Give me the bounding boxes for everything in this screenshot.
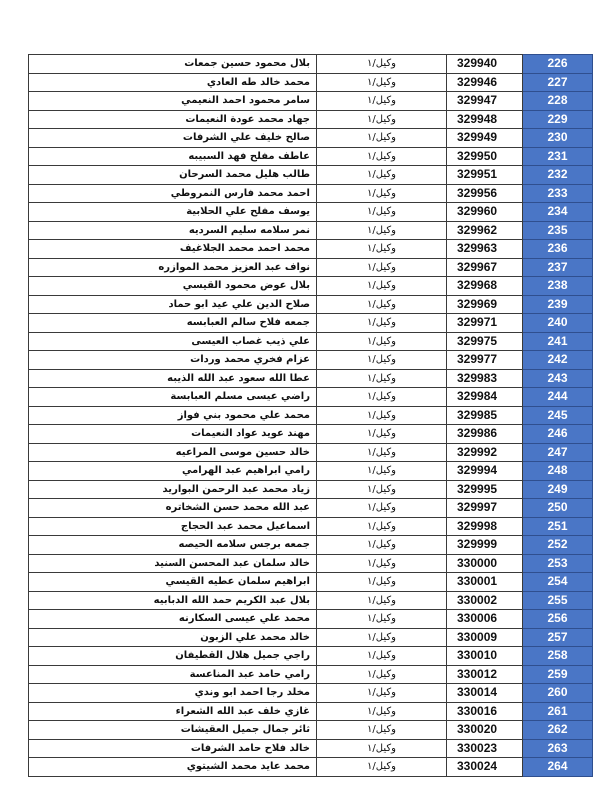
rank-cell: وكيل/١	[317, 369, 447, 388]
name-cell: جمعه فلاح سالم العبابسه	[29, 314, 317, 333]
rank-cell: وكيل/١	[317, 203, 447, 222]
rank-cell: وكيل/١	[317, 166, 447, 185]
serial-number-cell: 264	[523, 758, 593, 777]
name-cell: صالح خليف علي الشرفات	[29, 129, 317, 148]
rank-cell: وكيل/١	[317, 258, 447, 277]
id-number-cell: 329971	[447, 314, 523, 333]
name-cell: ثائر جمال جميل العقيشات	[29, 721, 317, 740]
id-number-cell: 330024	[447, 758, 523, 777]
serial-number-cell: 236	[523, 240, 593, 259]
id-number-cell: 329949	[447, 129, 523, 148]
serial-number-cell: 233	[523, 184, 593, 203]
rank-cell: وكيل/١	[317, 721, 447, 740]
table-row	[29, 314, 593, 333]
rank-cell: وكيل/١	[317, 110, 447, 129]
table-row	[29, 610, 593, 629]
name-cell: غازي خلف عبد الله الشعراء	[29, 702, 317, 721]
serial-number-cell: 247	[523, 443, 593, 462]
name-cell: محمد علي عيسى السكارنه	[29, 610, 317, 629]
id-number-cell: 329992	[447, 443, 523, 462]
name-cell: عاطف مفلح فهد السبيبه	[29, 147, 317, 166]
serial-number-cell: 230	[523, 129, 593, 148]
serial-number-cell: 254	[523, 573, 593, 592]
table-row	[29, 462, 593, 481]
serial-number-cell: 251	[523, 517, 593, 536]
rank-cell: وكيل/١	[317, 425, 447, 444]
rank-cell: وكيل/١	[317, 73, 447, 92]
serial-number-cell: 260	[523, 684, 593, 703]
rank-cell: وكيل/١	[317, 462, 447, 481]
table-row	[29, 499, 593, 518]
serial-number-cell: 248	[523, 462, 593, 481]
id-number-cell: 329948	[447, 110, 523, 129]
rank-cell: وكيل/١	[317, 406, 447, 425]
rank-cell: وكيل/١	[317, 295, 447, 314]
serial-number-cell: 238	[523, 277, 593, 296]
serial-number-cell: 243	[523, 369, 593, 388]
id-number-cell: 329986	[447, 425, 523, 444]
table-row	[29, 369, 593, 388]
table-row	[29, 129, 593, 148]
serial-number-cell: 226	[523, 55, 593, 74]
id-number-cell: 330014	[447, 684, 523, 703]
serial-number-cell: 261	[523, 702, 593, 721]
serial-number-cell: 258	[523, 647, 593, 666]
name-cell: رامي ابراهيم عبد الهرامي	[29, 462, 317, 481]
rank-cell: وكيل/١	[317, 92, 447, 111]
id-number-cell: 329960	[447, 203, 523, 222]
id-number-cell: 330010	[447, 647, 523, 666]
id-number-cell: 329969	[447, 295, 523, 314]
table-row	[29, 702, 593, 721]
table-row	[29, 480, 593, 499]
name-cell: رامي حامد عبد المناعسة	[29, 665, 317, 684]
serial-number-cell: 244	[523, 388, 593, 407]
table-row	[29, 739, 593, 758]
serial-number-cell: 246	[523, 425, 593, 444]
table-row	[29, 351, 593, 370]
name-cell: خالد فلاح حامد الشرفات	[29, 739, 317, 758]
name-cell: صلاح الدين علي عيد ابو حماد	[29, 295, 317, 314]
table-row	[29, 277, 593, 296]
name-cell: نواف عبد العزيز محمد الموازره	[29, 258, 317, 277]
id-number-cell: 329995	[447, 480, 523, 499]
rank-cell: وكيل/١	[317, 591, 447, 610]
id-number-cell: 329963	[447, 240, 523, 259]
serial-number-cell: 227	[523, 73, 593, 92]
name-cell: مهند عويد عواد النعيمات	[29, 425, 317, 444]
name-cell: مخلد رجا احمد ابو وندي	[29, 684, 317, 703]
id-number-cell: 329946	[447, 73, 523, 92]
name-cell: عطا الله سعود عبد الله الذيبه	[29, 369, 317, 388]
table-row	[29, 184, 593, 203]
table-row	[29, 628, 593, 647]
rank-cell: وكيل/١	[317, 129, 447, 148]
id-number-cell: 330012	[447, 665, 523, 684]
table-row	[29, 721, 593, 740]
serial-number-cell: 228	[523, 92, 593, 111]
rank-cell: وكيل/١	[317, 573, 447, 592]
rank-cell: وكيل/١	[317, 443, 447, 462]
id-number-cell: 329975	[447, 332, 523, 351]
serial-number-cell: 250	[523, 499, 593, 518]
id-number-cell: 330000	[447, 554, 523, 573]
name-cell: راضي عيسى مسلم العبابسة	[29, 388, 317, 407]
name-cell: جمعه برجس سلامه الحيصه	[29, 536, 317, 555]
id-number-cell: 329994	[447, 462, 523, 481]
serial-number-cell: 249	[523, 480, 593, 499]
id-number-cell: 330016	[447, 702, 523, 721]
name-cell: احمد محمد فارس النمروطي	[29, 184, 317, 203]
table-row	[29, 258, 593, 277]
name-cell: سامر محمود احمد النعيمي	[29, 92, 317, 111]
serial-number-cell: 255	[523, 591, 593, 610]
serial-number-cell: 242	[523, 351, 593, 370]
name-cell: نمر سلامه سليم السرديه	[29, 221, 317, 240]
rank-cell: وكيل/١	[317, 55, 447, 74]
serial-number-cell: 231	[523, 147, 593, 166]
id-number-cell: 329999	[447, 536, 523, 555]
serial-number-cell: 262	[523, 721, 593, 740]
table-row	[29, 647, 593, 666]
table-row	[29, 425, 593, 444]
serial-number-cell: 237	[523, 258, 593, 277]
rank-cell: وكيل/١	[317, 147, 447, 166]
name-cell: اسماعيل محمد عبد الحجاج	[29, 517, 317, 536]
id-number-cell: 329950	[447, 147, 523, 166]
id-number-cell: 329968	[447, 277, 523, 296]
table-row	[29, 203, 593, 222]
id-number-cell: 329940	[447, 55, 523, 74]
id-number-cell: 329977	[447, 351, 523, 370]
serial-number-cell: 241	[523, 332, 593, 351]
personnel-table	[28, 54, 593, 777]
name-cell: راجي جميل هلال القطيفان	[29, 647, 317, 666]
rank-cell: وكيل/١	[317, 554, 447, 573]
table-row	[29, 92, 593, 111]
rank-cell: وكيل/١	[317, 184, 447, 203]
serial-number-cell: 263	[523, 739, 593, 758]
name-cell: زياد محمد عبد الرحمن البواريد	[29, 480, 317, 499]
rank-cell: وكيل/١	[317, 610, 447, 629]
personnel-table-body	[29, 55, 593, 777]
table-row	[29, 295, 593, 314]
id-number-cell: 330009	[447, 628, 523, 647]
table-row	[29, 554, 593, 573]
rank-cell: وكيل/١	[317, 480, 447, 499]
name-cell: بلال عوض محمود القيسي	[29, 277, 317, 296]
table-row	[29, 573, 593, 592]
rank-cell: وكيل/١	[317, 647, 447, 666]
rank-cell: وكيل/١	[317, 277, 447, 296]
rank-cell: وكيل/١	[317, 499, 447, 518]
rank-cell: وكيل/١	[317, 739, 447, 758]
id-number-cell: 329967	[447, 258, 523, 277]
name-cell: ابراهيم سلمان عطيه القيسي	[29, 573, 317, 592]
name-cell: محمد عايد محمد الشيتوي	[29, 758, 317, 777]
name-cell: عبد الله محمد حسن الشخاتره	[29, 499, 317, 518]
id-number-cell: 329984	[447, 388, 523, 407]
id-number-cell: 329997	[447, 499, 523, 518]
name-cell: بلال محمود حسين جمعات	[29, 55, 317, 74]
name-cell: يوسف مفلح علي الحلابية	[29, 203, 317, 222]
table-row	[29, 73, 593, 92]
name-cell: طالب هليل محمد السرحان	[29, 166, 317, 185]
id-number-cell: 329956	[447, 184, 523, 203]
name-cell: خالد محمد علي الزبون	[29, 628, 317, 647]
name-cell: خالد حسين موسى المراعيه	[29, 443, 317, 462]
serial-number-cell: 235	[523, 221, 593, 240]
table-row	[29, 591, 593, 610]
rank-cell: وكيل/١	[317, 240, 447, 259]
name-cell: محمد خالد طه العادي	[29, 73, 317, 92]
serial-number-cell: 257	[523, 628, 593, 647]
serial-number-cell: 240	[523, 314, 593, 333]
table-row	[29, 388, 593, 407]
serial-number-cell: 234	[523, 203, 593, 222]
rank-cell: وكيل/١	[317, 221, 447, 240]
table-row	[29, 332, 593, 351]
id-number-cell: 330002	[447, 591, 523, 610]
rank-cell: وكيل/١	[317, 702, 447, 721]
id-number-cell: 329983	[447, 369, 523, 388]
id-number-cell: 329985	[447, 406, 523, 425]
serial-number-cell: 245	[523, 406, 593, 425]
name-cell: خالد سلمان عبد المحسن السنيد	[29, 554, 317, 573]
rank-cell: وكيل/١	[317, 388, 447, 407]
id-number-cell: 329962	[447, 221, 523, 240]
serial-number-cell: 253	[523, 554, 593, 573]
id-number-cell: 330020	[447, 721, 523, 740]
name-cell: علي ذيب غصاب العيسى	[29, 332, 317, 351]
table-row	[29, 684, 593, 703]
name-cell: محمد احمد محمد الجلاغيف	[29, 240, 317, 259]
table-row	[29, 240, 593, 259]
id-number-cell: 330006	[447, 610, 523, 629]
rank-cell: وكيل/١	[317, 628, 447, 647]
id-number-cell: 329951	[447, 166, 523, 185]
table-row	[29, 110, 593, 129]
id-number-cell: 329947	[447, 92, 523, 111]
table-row	[29, 665, 593, 684]
table-row	[29, 147, 593, 166]
table-row	[29, 406, 593, 425]
rank-cell: وكيل/١	[317, 684, 447, 703]
serial-number-cell: 229	[523, 110, 593, 129]
serial-number-cell: 259	[523, 665, 593, 684]
rank-cell: وكيل/١	[317, 314, 447, 333]
serial-number-cell: 232	[523, 166, 593, 185]
id-number-cell: 330001	[447, 573, 523, 592]
name-cell: بلال عبد الكريم حمد الله الدبابيه	[29, 591, 317, 610]
table-row	[29, 443, 593, 462]
serial-number-cell: 239	[523, 295, 593, 314]
serial-number-cell: 252	[523, 536, 593, 555]
rank-cell: وكيل/١	[317, 536, 447, 555]
rank-cell: وكيل/١	[317, 665, 447, 684]
table-row	[29, 536, 593, 555]
table-row	[29, 517, 593, 536]
name-cell: محمد علي محمود بني فواز	[29, 406, 317, 425]
rank-cell: وكيل/١	[317, 332, 447, 351]
id-number-cell: 330023	[447, 739, 523, 758]
name-cell: جهاد محمد عودة النعيمات	[29, 110, 317, 129]
table-row	[29, 758, 593, 777]
rank-cell: وكيل/١	[317, 517, 447, 536]
serial-number-cell: 256	[523, 610, 593, 629]
id-number-cell: 329998	[447, 517, 523, 536]
table-row	[29, 166, 593, 185]
table-row	[29, 55, 593, 74]
rank-cell: وكيل/١	[317, 351, 447, 370]
name-cell: عزام فخري محمد وردات	[29, 351, 317, 370]
rank-cell: وكيل/١	[317, 758, 447, 777]
table-row	[29, 221, 593, 240]
